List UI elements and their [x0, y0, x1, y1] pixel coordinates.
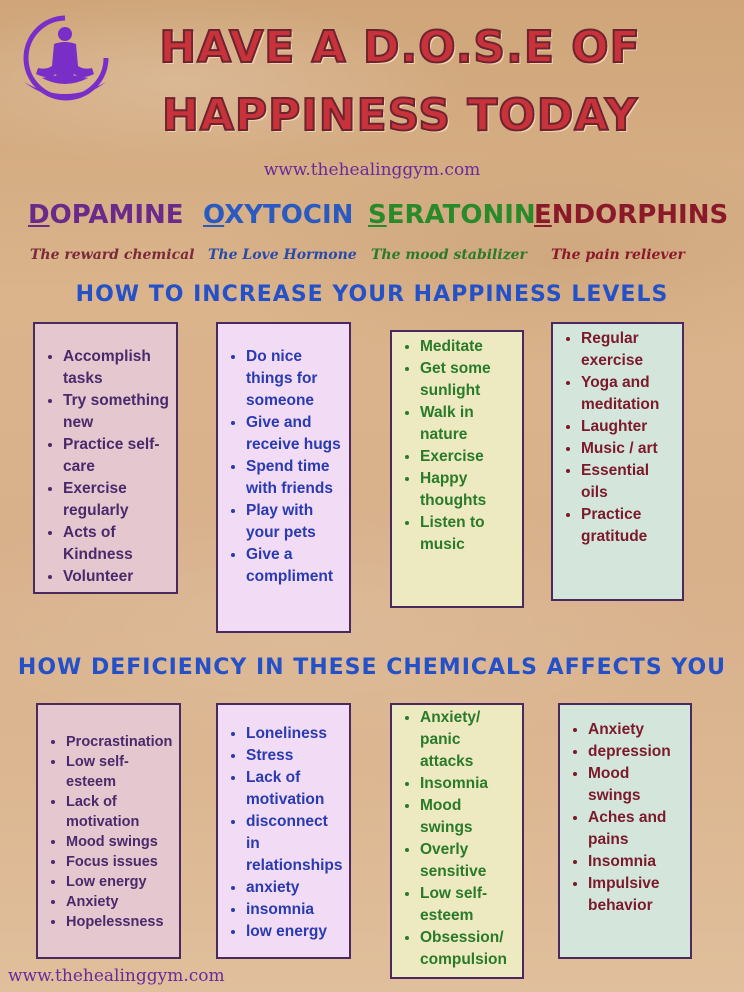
- chemical-serotonin: [368, 200, 536, 230]
- list-item: • Do nice things for someone: [246, 346, 343, 412]
- chemical-rest: NDORPHINS: [551, 200, 729, 230]
- list-item: • Low self-esteem: [420, 883, 516, 927]
- list-item: • Loneliness: [246, 723, 343, 745]
- list-item: • Anxiety: [66, 892, 173, 912]
- list-item: • Acts of Kindness: [63, 522, 170, 566]
- list-item: • Obsession/ compulsion: [420, 927, 516, 971]
- list-item: • Volunteer: [63, 566, 170, 588]
- list-item: • Hopelessness: [66, 912, 173, 932]
- list-item: • Anxiety/ panic attacks: [420, 707, 516, 773]
- website-link-top[interactable]: www.thehealinggym.com: [263, 160, 481, 180]
- list-item: • anxiety: [246, 877, 343, 899]
- list-item: • Insomnia: [588, 851, 684, 873]
- chemical-rest: XYTOCIN: [224, 200, 354, 230]
- page-title-line2: HAPPINESS TODAY: [162, 90, 638, 141]
- list-item: • Aches and pains: [588, 807, 684, 851]
- list-item: • Regular exercise: [581, 328, 676, 372]
- chemical-initial: E: [534, 200, 552, 230]
- list-item: • Mood swings: [420, 795, 516, 839]
- chemical-rest: OPAMINE: [49, 200, 184, 230]
- list-item: • Exercise regularly: [63, 478, 170, 522]
- deficiency-box-endorphins: [558, 703, 692, 959]
- list-item: • Give a compliment: [246, 544, 343, 588]
- subtitle-oxytocin: The Love Hormone: [208, 247, 357, 263]
- list-item: • Accomplish tasks: [63, 346, 170, 390]
- deficiency-box-serotonin: [390, 703, 524, 979]
- increase-box-endorphins: [551, 322, 684, 601]
- list-item: • Mood swings: [588, 763, 684, 807]
- list-item: • Overly sensitive: [420, 839, 516, 883]
- list-item: • Anxiety: [588, 719, 684, 741]
- list-item: • Spend time with friends: [246, 456, 343, 500]
- list-item: • Play with your pets: [246, 500, 343, 544]
- list-item: • disconnect in relationships: [246, 811, 343, 877]
- list-item: • Lack of motivation: [246, 767, 343, 811]
- subtitle-serotonin: The mood stabilizer: [371, 247, 527, 263]
- list-item: • Listen to music: [420, 512, 516, 556]
- list-item: • Insomnia: [420, 773, 516, 795]
- list-item: • Focus issues: [66, 852, 173, 872]
- increase-box-oxytocin: [216, 322, 351, 633]
- list-item: • Exercise: [420, 446, 516, 468]
- website-link-bottom[interactable]: www.thehealinggym.com: [8, 966, 225, 986]
- increase-box-dopamine: [33, 322, 178, 594]
- list-item: • Try something new: [63, 390, 170, 434]
- list-item: • Impulsive behavior: [588, 873, 684, 917]
- list-item: • Laughter: [581, 416, 676, 438]
- list-item: • Yoga and meditation: [581, 372, 676, 416]
- increase-box-serotonin: [390, 330, 524, 608]
- deficiency-heading: HOW DEFICIENCY IN THESE CHEMICALS AFFECTS YOU: [17, 655, 727, 680]
- list-item: • insomnia: [246, 899, 343, 921]
- list-item: • Lack of motivation: [66, 792, 173, 832]
- list-item: • Mood swings: [66, 832, 173, 852]
- list-item: • depression: [588, 741, 684, 763]
- chemical-initial: S: [368, 200, 387, 230]
- list-item: • Essential oils: [581, 460, 676, 504]
- list-item: • Low energy: [66, 872, 173, 892]
- chemical-rest: ERATONIN: [386, 200, 536, 230]
- list-item: • Low self-esteem: [66, 752, 173, 792]
- page-title-line1: HAVE A D.O.S.E OF: [159, 22, 641, 73]
- list-item: • Procrastination: [66, 732, 173, 752]
- subtitle-endorphins: The pain reliever: [551, 247, 685, 263]
- chemical-initial: D: [28, 200, 50, 230]
- deficiency-box-oxytocin: [216, 703, 351, 959]
- list-item: • Walk in nature: [420, 402, 516, 446]
- list-item: • Get some sunlight: [420, 358, 516, 402]
- list-item: • Meditate: [420, 336, 516, 358]
- meditating-person-icon: [18, 10, 112, 102]
- list-item: • low energy: [246, 921, 343, 943]
- chemical-oxytocin: [203, 200, 353, 230]
- list-item: • Happy thoughts: [420, 468, 516, 512]
- chemical-endorphins: [534, 200, 728, 230]
- list-item: • Practice self-care: [63, 434, 170, 478]
- list-item: • Give and receive hugs: [246, 412, 343, 456]
- chemical-dopamine: [28, 200, 184, 230]
- list-item: • Stress: [246, 745, 343, 767]
- list-item: • Practice gratitude: [581, 504, 676, 548]
- increase-heading: HOW TO INCREASE YOUR HAPPINESS LEVELS: [75, 282, 669, 307]
- list-item: • Music / art: [581, 438, 676, 460]
- chemical-initial: O: [203, 200, 225, 230]
- deficiency-box-dopamine: [36, 703, 181, 959]
- subtitle-dopamine: The reward chemical: [30, 247, 195, 263]
